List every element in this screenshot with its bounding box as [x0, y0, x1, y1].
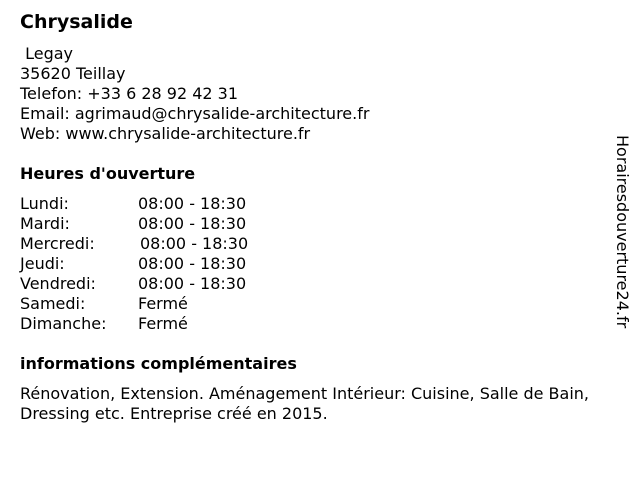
- hours-row: [20, 274, 320, 294]
- day-label: Samedi:: [20, 294, 86, 313]
- hours-value: 08:00 - 18:30: [140, 234, 249, 253]
- hours-value: 08:00 - 18:30: [138, 194, 247, 213]
- additional-info-text: Rénovation, Extension. Aménagement Intérieur: Cuisine, Salle de Bain, Dressing etc. Entreprise créé en 2015.: [20, 384, 590, 423]
- hours-row: [20, 314, 320, 334]
- hours-row: [20, 234, 320, 254]
- hours-row: [20, 294, 320, 314]
- day-label: Dimanche:: [20, 314, 107, 333]
- web-line: Web: www.chrysalide-architecture.fr: [20, 124, 311, 143]
- day-label: Jeudi:: [20, 254, 65, 273]
- opening-hours-table: [20, 194, 320, 334]
- address-city: 35620 Teillay: [20, 64, 126, 83]
- hours-row: [20, 254, 320, 274]
- day-label: Vendredi:: [20, 274, 96, 293]
- side-brand-text: Horairesdouverture24.fr: [613, 135, 632, 329]
- hours-value: 08:00 - 18:30: [138, 254, 247, 273]
- hours-row: [20, 194, 320, 214]
- additional-info-heading: informations complémentaires: [20, 354, 297, 373]
- opening-hours-heading: Heures d'ouverture: [20, 164, 196, 183]
- phone-line: Telefon: +33 6 28 92 42 31: [20, 84, 239, 103]
- day-label: Mardi:: [20, 214, 70, 233]
- hours-value: 08:00 - 18:30: [138, 274, 247, 293]
- hours-row: [20, 214, 320, 234]
- hours-value: 08:00 - 18:30: [138, 214, 247, 233]
- contact-block: [20, 44, 369, 144]
- business-name: Chrysalide: [20, 11, 133, 33]
- hours-value: Fermé: [138, 314, 188, 333]
- day-label: Lundi:: [20, 194, 69, 213]
- day-label: Mercredi:: [20, 234, 95, 253]
- address-street: Legay: [20, 44, 73, 63]
- side-brand: [610, 135, 634, 345]
- hours-value: Fermé: [138, 294, 188, 313]
- email-line: Email: agrimaud@chrysalide-architecture.fr: [20, 104, 370, 123]
